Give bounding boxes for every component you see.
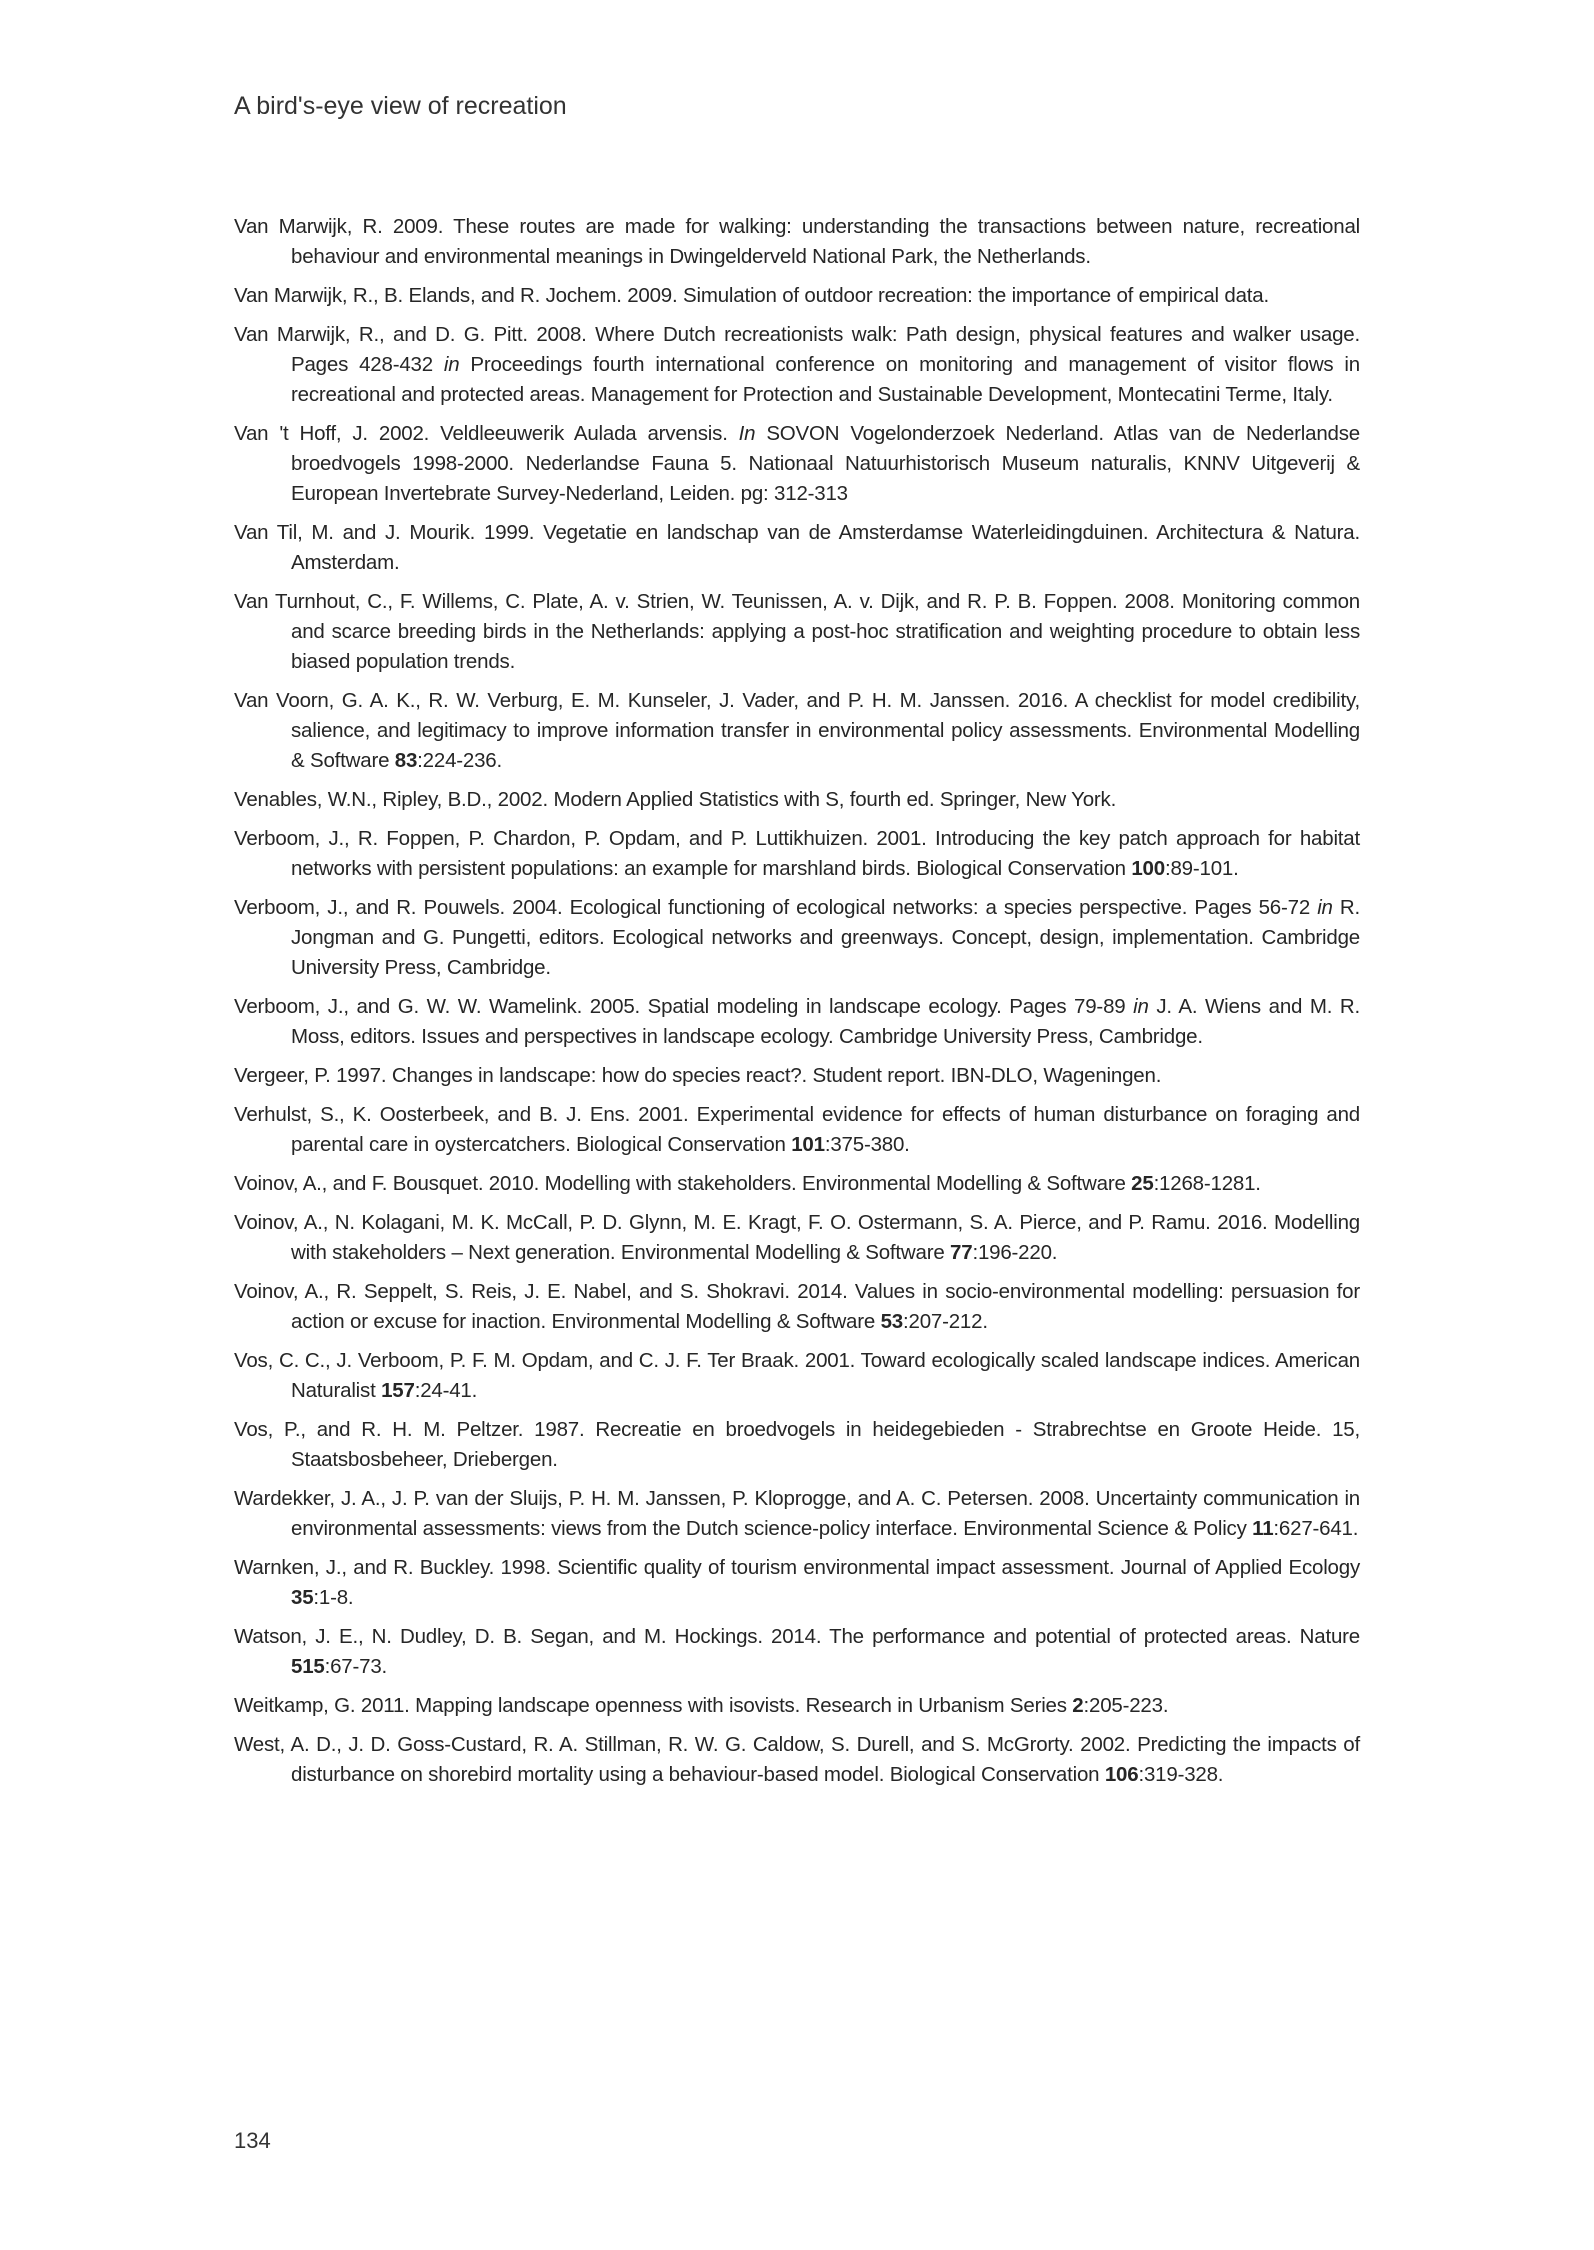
reference-text: Venables, W.N., Ripley, B.D., 2002. Modern Applied Statistics with S, fourth ed. Springer, New York. [234, 788, 1117, 811]
reference-volume: 35 [291, 1586, 314, 1609]
reference-volume: 157 [381, 1379, 415, 1402]
reference-entry [234, 992, 1360, 1052]
reference-text: Proceedings fourth international conference on monitoring and management of visitor flows in recreational and protected areas. Management for Protection and Sustainable Development, Montecatini Terme, Italy. [291, 353, 1360, 406]
reference-volume: 83 [394, 749, 418, 772]
page-number: 134 [234, 2128, 271, 2153]
reference-text: J. A. Wiens and M. R. Moss, editors. Issues and perspectives in landscape ecology. Cambridge University Press, Cambridge. [291, 995, 1361, 1048]
reference-italic: in [443, 353, 460, 376]
reference-entry [234, 1100, 1360, 1160]
reference-text: Weitkamp, G. 2011. Mapping landscape openness with isovists. Research in Urbanism Series [234, 1694, 1073, 1717]
reference-entry [234, 1208, 1360, 1268]
reference-text: Verhulst, S., K. Oosterbeek, and B. J. Ens. 2001. Experimental evidence for effects of human disturbance on foraging and parental care in oystercatchers. Biological Conservation [234, 1103, 1360, 1156]
reference-entry [234, 518, 1360, 578]
reference-text: Warnken, J., and R. Buckley. 1998. Scientific quality of tourism environmental impact assessment. Journal of Applied Ecology [234, 1556, 1360, 1579]
reference-text: Van Til, M. and J. Mourik. 1999. Vegetatie en landschap van de Amsterdamse Waterleidingduinen. Architectura & Natura. Amsterdam. [234, 521, 1360, 574]
reference-entry [234, 281, 1360, 311]
reference-pages: :207-212. [903, 1310, 988, 1333]
reference-pages: :205-223. [1083, 1694, 1169, 1717]
reference-entry [234, 419, 1360, 509]
reference-entry [234, 1622, 1360, 1682]
reference-list [234, 212, 1360, 1799]
reference-text: Voinov, A., and F. Bousquet. 2010. Modelling with stakeholders. Environmental Modelling & Software [234, 1172, 1132, 1195]
reference-entry [234, 785, 1360, 815]
reference-volume: 11 [1252, 1517, 1274, 1540]
reference-text: R. Jongman and G. Pungetti, editors. Ecological networks and greenways. Concept, design, implementation. Cambridge University Press, Cambridge. [291, 896, 1360, 979]
reference-italic: in [1133, 995, 1149, 1018]
reference-entry [234, 1061, 1360, 1091]
reference-entry [234, 686, 1360, 776]
reference-volume: 101 [791, 1133, 825, 1156]
reference-pages: :375-380. [824, 1133, 910, 1156]
reference-entry [234, 1730, 1360, 1790]
reference-entry [234, 1277, 1360, 1337]
reference-entry [234, 1169, 1360, 1199]
reference-volume: 25 [1131, 1172, 1154, 1195]
reference-entry [234, 1415, 1360, 1475]
reference-entry [234, 1691, 1360, 1721]
reference-text: West, A. D., J. D. Goss-Custard, R. A. Stillman, R. W. G. Caldow, S. Durell, and S. McGrorty. 2002. Predicting the impacts of disturbance on shorebird mortality using a behaviour-based model. Biological Conservation [234, 1733, 1360, 1786]
reference-text: Verboom, J., and R. Pouwels. 2004. Ecological functioning of ecological networks: a species perspective. Pages 56-72 [234, 896, 1318, 919]
reference-volume: 2 [1072, 1694, 1084, 1717]
reference-italic: in [1317, 896, 1333, 919]
reference-entry [234, 320, 1360, 410]
reference-entry [234, 587, 1360, 677]
reference-pages: :224-236. [417, 749, 502, 772]
reference-entry [234, 1346, 1360, 1406]
reference-text: Van Marwijk, R., B. Elands, and R. Jochem. 2009. Simulation of outdoor recreation: the importance of empirical data. [234, 284, 1269, 307]
reference-text: Van Marwijk, R., and D. G. Pitt. 2008. Where Dutch recreationists walk: Path design, physical features and walker usage. Pages 428-432 [234, 323, 1360, 376]
reference-pages: :1-8. [313, 1586, 354, 1609]
reference-entry [234, 1484, 1360, 1544]
reference-volume: 77 [950, 1241, 973, 1264]
reference-text: Voinov, A., N. Kolagani, M. K. McCall, P. D. Glynn, M. E. Kragt, F. O. Ostermann, S. A. Pierce, and P. Ramu. 2016. Modelling with stakeholders – Next generation. Environmental Modelling & Software [234, 1211, 1360, 1264]
reference-volume: 106 [1104, 1763, 1139, 1786]
reference-text: Verboom, J., and G. W. W. Wamelink. 2005. Spatial modeling in landscape ecology. Pages 79-89 [234, 995, 1134, 1018]
reference-text: Van Marwijk, R. 2009. These routes are made for walking: understanding the transactions between nature, recreational behaviour and environmental meanings in Dwingelderveld National Park, the Netherlands. [234, 215, 1360, 268]
reference-pages: :89-101. [1164, 857, 1239, 880]
reference-text: Vos, P., and R. H. M. Peltzer. 1987. Recreatie en broedvogels in heidegebieden - Strabrechtse en Groote Heide. 15, Staatsbosbeheer, Driebergen. [234, 1418, 1360, 1471]
reference-italic: In [738, 422, 756, 445]
reference-entry [234, 212, 1360, 272]
reference-text: Verboom, J., R. Foppen, P. Chardon, P. Opdam, and P. Luttikhuizen. 2001. Introducing the key patch approach for habitat networks with persistent populations: an example for marshland birds. Biological Conservation [234, 827, 1360, 880]
running-header-title: A bird's-eye view of recreation [234, 92, 567, 120]
reference-text: Vos, C. C., J. Verboom, P. F. M. Opdam, and C. J. F. Ter Braak. 2001. Toward ecologically scaled landscape indices. American Naturalist [234, 1349, 1360, 1402]
reference-entry [234, 824, 1360, 884]
reference-text: Voinov, A., R. Seppelt, S. Reis, J. E. Nabel, and S. Shokravi. 2014. Values in socio-environmental modelling: persuasion for action or excuse for inaction. Environmental Modelling & Software [234, 1280, 1360, 1333]
reference-text: Van Voorn, G. A. K., R. W. Verburg, E. M. Kunseler, J. Vader, and P. H. M. Janssen. 2016. A checklist for model credibility, salience, and legitimacy to improve information transfer in environmental policy assessments. Environmental Modelling & Software [234, 689, 1360, 772]
reference-pages: :319-328. [1138, 1763, 1224, 1786]
reference-text: Watson, J. E., N. Dudley, D. B. Segan, and M. Hockings. 2014. The performance and potential of protected areas. Nature [234, 1625, 1360, 1648]
reference-text: Vergeer, P. 1997. Changes in landscape: how do species react?. Student report. IBN-DLO, Wageningen. [234, 1064, 1162, 1087]
reference-text: Wardekker, J. A., J. P. van der Sluijs, P. H. M. Janssen, P. Kloprogge, and A. C. Petersen. 2008. Uncertainty communication in environmental assessments: views from the Dutch science-policy interface. Environmental Science & Policy [234, 1487, 1360, 1540]
reference-pages: :24-41. [414, 1379, 478, 1402]
reference-volume: 100 [1131, 857, 1165, 880]
reference-volume: 515 [291, 1655, 325, 1678]
reference-text: Van 't Hoff, J. 2002. Veldleeuwerik Aulada arvensis. [234, 422, 739, 445]
reference-text: SOVON Vogelonderzoek Nederland. Atlas van de Nederlandse broedvogels 1998-2000. Nederlandse Fauna 5. Nationaal Natuurhistorisch Museum naturalis, KNNV Uitgeverij & European Invertebrate Survey-Nederland, Leiden. pg: 312-313 [291, 422, 1360, 505]
reference-pages: :627-641. [1273, 1517, 1359, 1540]
reference-pages: :67-73. [324, 1655, 388, 1678]
reference-volume: 53 [880, 1310, 903, 1333]
reference-pages: :196-220. [972, 1241, 1058, 1264]
reference-entry [234, 1553, 1360, 1613]
reference-entry [234, 893, 1360, 983]
reference-pages: :1268-1281. [1153, 1172, 1261, 1195]
reference-text: Van Turnhout, C., F. Willems, C. Plate, A. v. Strien, W. Teunissen, A. v. Dijk, and R. P. B. Foppen. 2008. Monitoring common and scarce breeding birds in the Netherlands: applying a post-hoc stratification and weighting procedure to obtain less biased population trends. [234, 590, 1360, 673]
